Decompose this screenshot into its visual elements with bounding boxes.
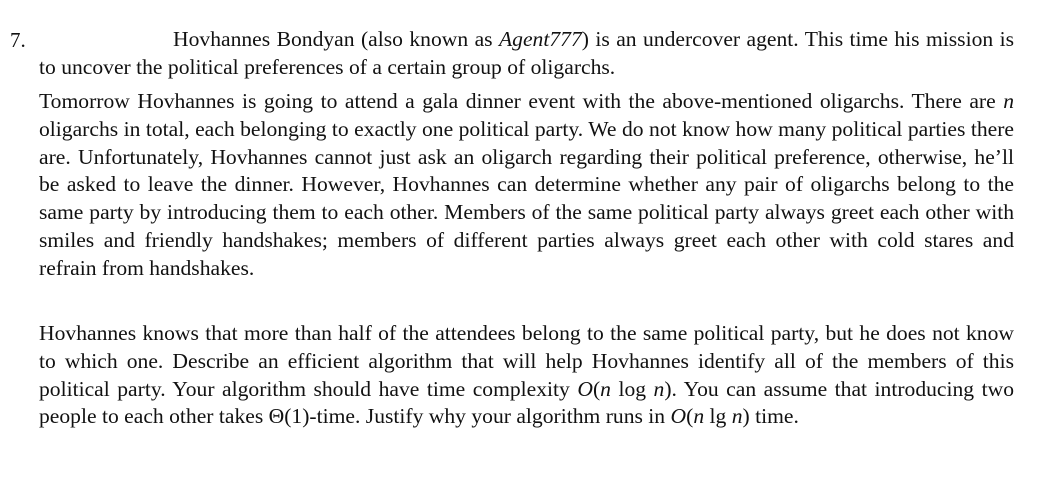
- big-o2-symbol: O: [670, 404, 687, 429]
- big-o2-lg: lg: [704, 404, 732, 429]
- theta-notation: Θ(1)-time.: [268, 404, 361, 429]
- intro-text-b: ) is an undercover agent. This time his mission is to uncover the political preferences of a certain group of oligarchs.: [39, 27, 1014, 79]
- big-o2-close: ): [742, 404, 750, 429]
- big-o2-n2: n: [731, 404, 743, 429]
- task-text-c: Justify why your algorithm runs in: [360, 404, 671, 429]
- intro-paragraph: [39, 26, 1014, 82]
- open-paren: (: [686, 404, 694, 429]
- scenario-text-b: oligarchs in total, each belonging to exactly one political party. We do not know how many political parties there are. Unfortunately, Hovhannes cannot just ask an oligarch regarding their political preference, otherwise, he’ll be asked to leave the dinner. However, Hovhannes can determine whether any pair of oligarchs belong to the same party by introducing them to each other. Members of the same political party always greet each other with smiles and friendly handshakes; members of different parties always greet each other with cold stares and refrain from handshakes.: [39, 116, 1014, 280]
- big-o-log: log: [610, 376, 654, 401]
- task-paragraph: [39, 320, 1014, 431]
- task-text-a: Hovhannes knows that more than half of the attendees belong to the same political party, but he does not know to which one. Describe an efficient algorithm that will help Hovhannes identify all of the members of this political party. Your algorithm should have time complexity: [39, 321, 1014, 401]
- scenario-text-a: Tomorrow Hovhannes is going to attend a gala dinner event with the above-mentioned oligarchs. There are: [39, 89, 1004, 113]
- open-paren: (: [592, 376, 601, 401]
- intro-text-a: Hovhannes Bondyan (also known as: [173, 27, 499, 51]
- variable-n: n: [1003, 89, 1014, 113]
- task-text-b: You can assume that introducing two people to each other takes: [39, 376, 1014, 429]
- big-o-symbol: O: [577, 376, 593, 401]
- task-text-d: time.: [749, 404, 799, 429]
- agent-name: Agent777: [498, 27, 582, 51]
- big-o2-n1: n: [693, 404, 705, 429]
- big-o-n1: n: [600, 376, 611, 401]
- scenario-paragraph: [39, 88, 1014, 283]
- big-o-close: ).: [664, 376, 677, 401]
- problem-number: 7.: [10, 28, 26, 52]
- big-o-n2: n: [653, 376, 665, 401]
